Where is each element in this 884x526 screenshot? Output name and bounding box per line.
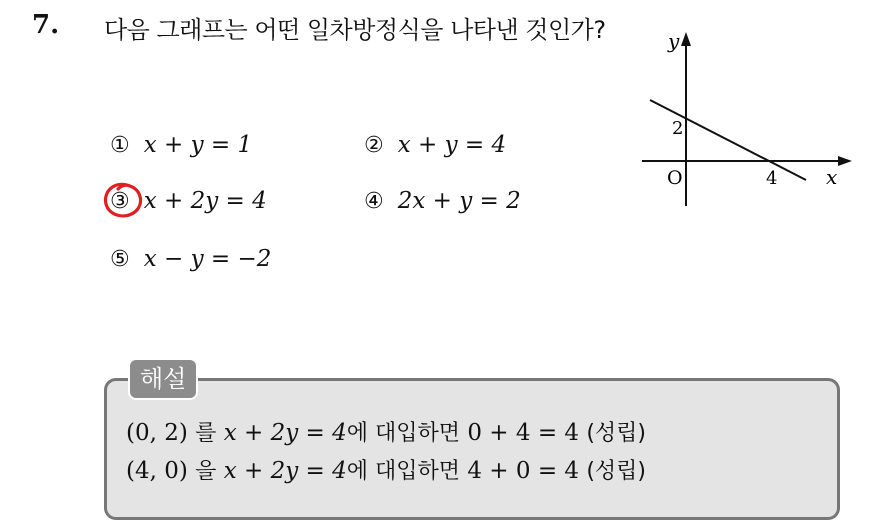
solution-point-2: (4, 0) <box>126 458 188 484</box>
choice-5[interactable] <box>110 246 271 272</box>
solution-line-1 <box>126 416 646 447</box>
solution-line-2 <box>126 454 646 485</box>
solution-verb-2: 에 대입하면 <box>346 459 461 484</box>
x-axis-label: x <box>826 165 838 189</box>
solution-calc-1: 0 + 4 = 4 <box>467 420 580 446</box>
answer-circle-mark <box>100 178 148 222</box>
choice-2[interactable] <box>364 132 506 158</box>
solution-calc-2: 4 + 0 = 4 <box>467 458 580 484</box>
choice-3-equation: x + 2y = 4 <box>143 188 267 214</box>
choice-4-number: ④ <box>364 189 384 214</box>
origin-label: O <box>667 167 683 189</box>
x-intercept-label: 4 <box>766 168 778 189</box>
solution-particle-1: 를 <box>195 421 217 446</box>
choice-2-equation: x + y = 4 <box>397 132 507 158</box>
question-number: 7. <box>32 10 60 40</box>
choice-4[interactable] <box>364 188 521 214</box>
solution-tag: 해설 <box>128 358 198 400</box>
solution-point-1: (0, 2) <box>126 420 188 446</box>
solution-box <box>104 378 840 520</box>
solution-equation-1: x + 2y = 4 <box>223 420 347 446</box>
solution-note-2: (성립) <box>586 459 647 484</box>
choice-5-number: ⑤ <box>110 247 130 272</box>
y-intercept-label: 2 <box>672 118 684 139</box>
choice-4-equation: 2x + y = 2 <box>397 188 521 214</box>
solution-note-1: (성립) <box>586 421 647 446</box>
x-axis-arrow <box>838 156 852 166</box>
y-axis-label: y <box>668 29 680 53</box>
solution-verb-1: 에 대입하면 <box>346 421 461 446</box>
choice-1[interactable] <box>110 132 252 158</box>
choice-1-equation: x + y = 1 <box>143 132 253 158</box>
y-axis-arrow <box>681 32 691 46</box>
question-text: 다음 그래프는 어떤 일차방정식을 나타낸 것인가? <box>104 16 606 44</box>
solution-particle-2: 을 <box>195 459 217 484</box>
linear-graph <box>638 26 858 211</box>
choice-2-number: ② <box>364 133 384 158</box>
solution-equation-2: x + 2y = 4 <box>223 458 347 484</box>
choice-5-equation: x − y = −2 <box>143 246 272 272</box>
choice-1-number: ① <box>110 133 130 158</box>
choice-3-number: ③ <box>110 189 130 214</box>
